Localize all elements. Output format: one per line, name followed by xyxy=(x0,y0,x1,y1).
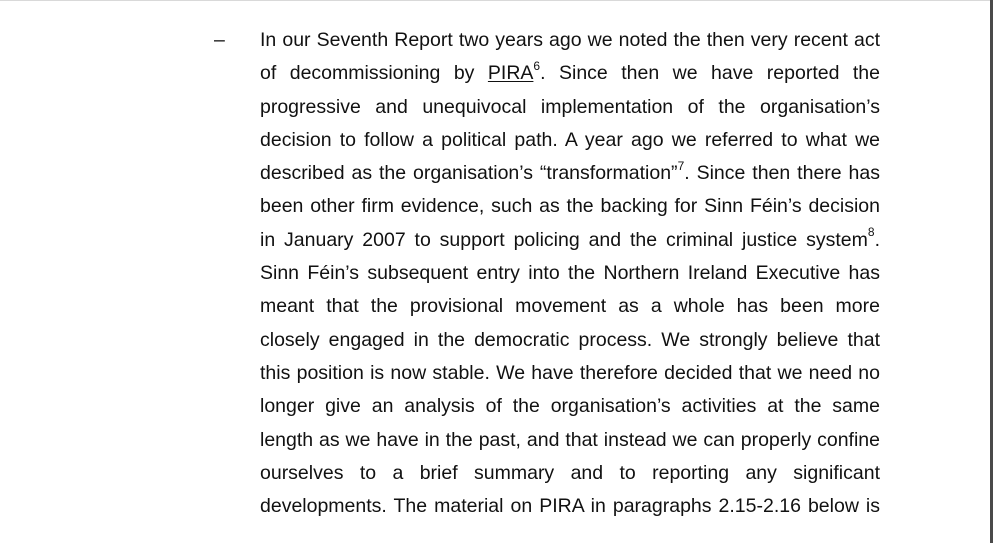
paragraph-line: meant that the provisional movement as a whole has been more xyxy=(260,295,880,318)
paragraph-line: closely engaged in the democratic process. We strongly believe that xyxy=(260,328,880,351)
paragraph-line: been other firm evidence, such as the backing for Sinn Féin’s decision xyxy=(260,195,880,218)
paragraph-line: length as we have in the past, and that instead we can properly confine xyxy=(260,428,880,451)
paragraph-line: described as the organisation’s “transformation”$^7$. Since then there has xyxy=(260,158,880,185)
paragraph-line: progressive and unequivocal implementation of the organisation’s xyxy=(260,95,880,118)
footnote-ref-6[interactable]: 6 xyxy=(533,58,541,73)
paragraph-line: in January 2007 to support policing and the criminal justice system$^8$. xyxy=(260,225,880,251)
pira-link[interactable]: PIRA xyxy=(487,62,534,85)
paragraph-line: Sinn Féin’s subsequent entry into the Northern Ireland Executive has xyxy=(260,262,880,285)
paragraph-line: decision to follow a political path. A year ago we referred to what we xyxy=(260,128,880,151)
paragraph-line: developments. The material on PIRA in paragraphs 2.15-2.16 below is xyxy=(260,495,880,518)
paragraph-line: this position is now stable. We have therefore decided that we need no xyxy=(260,361,880,384)
footnote-ref-7[interactable]: 7 xyxy=(677,158,685,173)
paragraph-line: ourselves to a brief summary and to reporting any significant xyxy=(260,461,880,484)
paragraph-line: In our Seventh Report two years ago we noted the then very recent act xyxy=(260,29,880,51)
paragraph-line: longer give an analysis of the organisation’s activities at the same xyxy=(260,395,880,418)
paragraph-line: of decommissioning by PIRA$^6$. Since then we have reported the xyxy=(260,58,880,85)
footnote-ref-8[interactable]: 8 xyxy=(867,225,875,240)
page-top-border xyxy=(0,0,993,1)
report-paragraph xyxy=(260,24,880,523)
list-bullet: – xyxy=(214,29,225,51)
